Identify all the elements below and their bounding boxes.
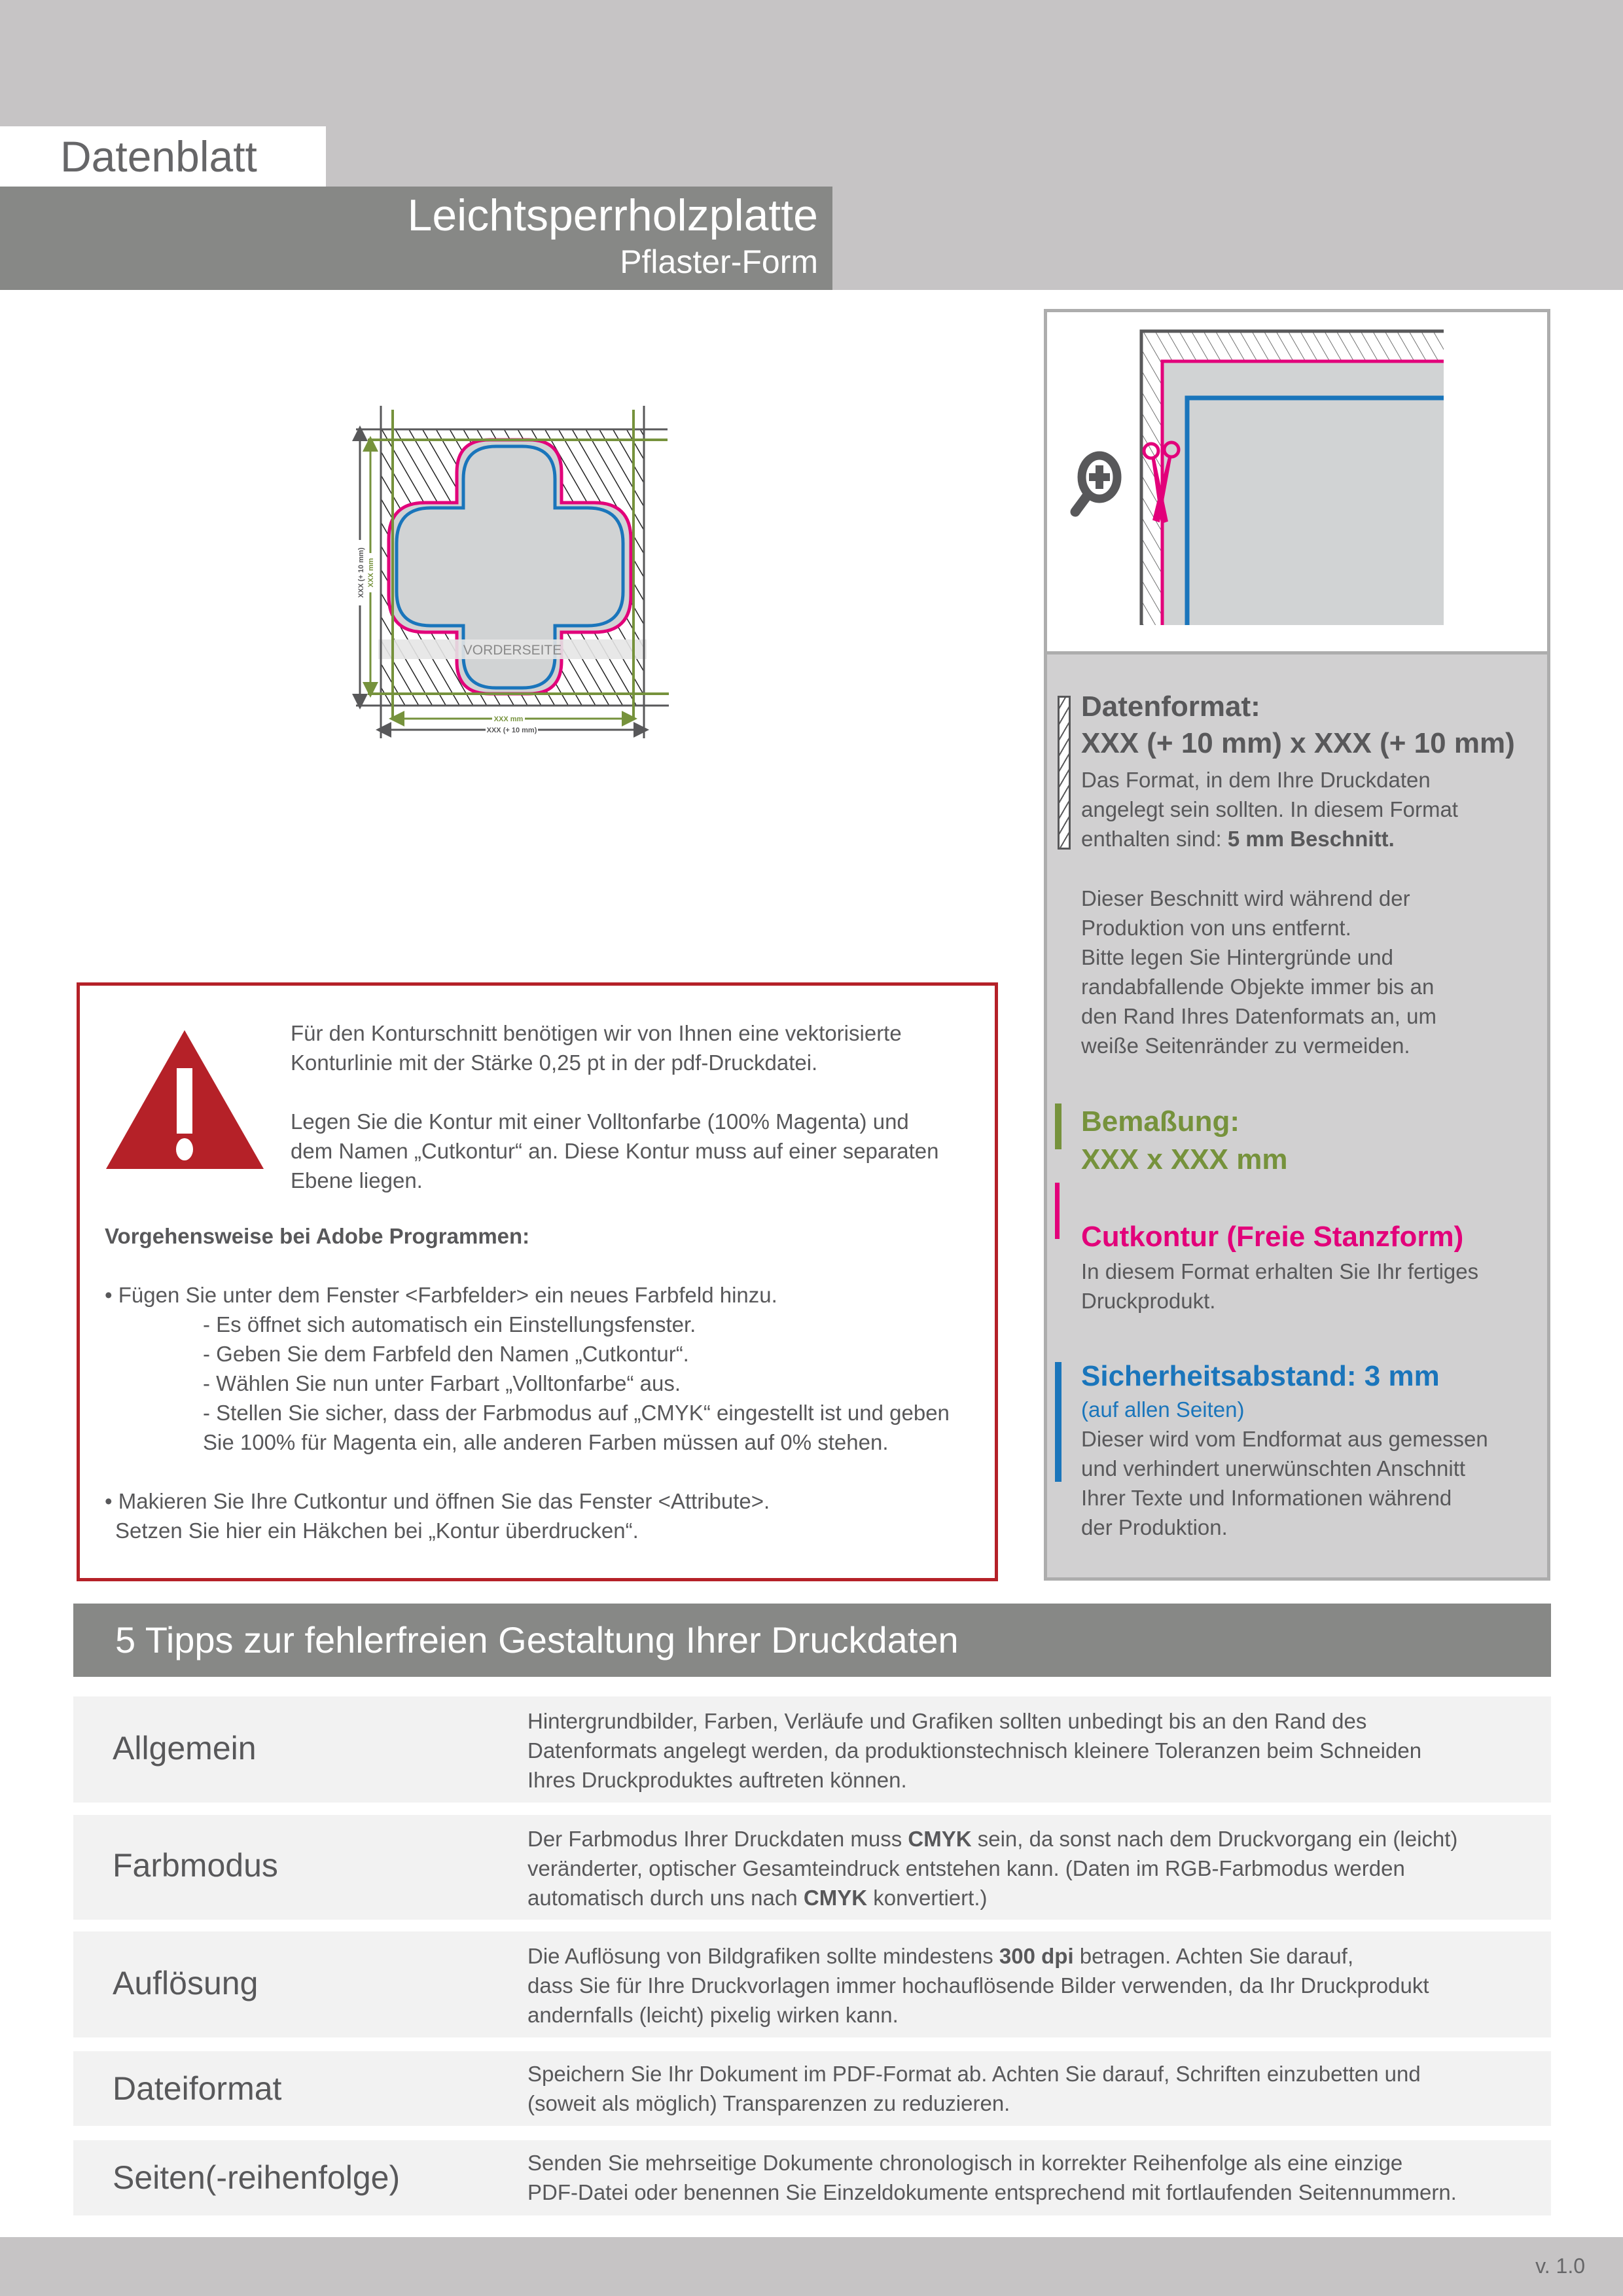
product-subtitle: Pflaster-Form <box>620 243 818 280</box>
warning-para2-line: dem Namen „Cutkontur“ an. Diese Kontur muss auf einer separaten <box>291 1139 939 1163</box>
safety-line: und verhindert unerwünschten Anschnitt <box>1081 1456 1466 1480</box>
bemassung-value: XXX x XXX mm <box>1081 1143 1288 1175</box>
safety-line: Dieser wird vom Endformat aus gemessen <box>1081 1427 1488 1451</box>
shape-diagram <box>340 406 798 838</box>
tip-text-part: konvertiert.) <box>867 1886 988 1910</box>
bemassung-bar <box>1055 1103 1061 1149</box>
beschnitt-line: weiße Seitenränder zu vermeiden. <box>1081 1033 1410 1058</box>
beschnitt-line: Dieser Beschnitt wird während der <box>1081 886 1410 910</box>
tip-row-dateiformat <box>73 2051 1551 2126</box>
warning-para2-line: Legen Sie die Kontur mit einer Volltonfarbe (100% Magenta) und <box>291 1109 909 1134</box>
tip-row-aufloesung <box>73 1931 1551 2037</box>
tip-line: Speichern Sie Ihr Dokument im PDF-Format ab. Achten Sie darauf, Schriften einzubetten und <box>527 2062 1421 2086</box>
datenformat-line: angelegt sein sollten. In diesem Format <box>1081 797 1458 821</box>
bleed-value: 5 mm Beschnitt. <box>1227 827 1395 851</box>
datenformat-line-3 <box>1081 824 1395 853</box>
warning-triangle-icon <box>105 1028 265 1172</box>
tip-line: Senden Sie mehrseitige Dokumente chronologisch in korrekter Reihenfolge als eine einzige <box>527 2151 1403 2175</box>
procedure-substep: - Es öffnet sich automatisch ein Einstellungsfenster. <box>203 1312 696 1336</box>
cutkontur-bar <box>1055 1183 1060 1239</box>
tip-line: Ihres Druckproduktes auftreten können. <box>527 1768 907 1792</box>
tip-line <box>527 1824 1457 1854</box>
tip-line <box>527 1941 1353 1971</box>
procedure-step-2: • Makieren Sie Ihre Cutkontur und öffnen Sie das Fenster <Attribute>. <box>105 1489 770 1513</box>
cutkontur-line: In diesem Format erhalten Sie Ihr fertiges <box>1081 1259 1479 1283</box>
tip-row-farbmodus <box>73 1815 1551 1920</box>
beschnitt-line: randabfallende Objekte immer bis an <box>1081 975 1435 999</box>
tip-line: veränderter, optischer Gesamteindruck entstehen kann. (Daten im RGB-Farbmodus werden <box>527 1856 1405 1880</box>
tip-label: Allgemein <box>113 1730 257 1767</box>
datenformat-size: XXX (+ 10 mm) x XXX (+ 10 mm) <box>1081 727 1515 759</box>
beschnitt-line: den Rand Ihres Datenformats an, um <box>1081 1004 1436 1028</box>
width-outer-label: XXX (+ 10 mm) <box>486 726 537 734</box>
product-title: Leichtsperrholzplatte <box>407 190 818 240</box>
cutkontur-line: Druckprodukt. <box>1081 1289 1216 1313</box>
procedure-step-2-cont: Setzen Sie hier ein Häkchen bei „Kontur überdrucken“. <box>115 1518 639 1543</box>
procedure-substep: Sie 100% für Magenta ein, alle anderen Farben müssen auf 0% stehen. <box>203 1430 889 1454</box>
tip-text-bold: CMYK <box>803 1886 868 1910</box>
procedure-substep: - Geben Sie dem Farbfeld den Namen „Cutkontur“. <box>203 1342 689 1366</box>
tip-label: Seiten(-reihenfolge) <box>113 2159 401 2196</box>
cutkontur-title: Cutkontur (Freie Stanzform) <box>1081 1221 1464 1253</box>
procedure-step-1: • Fügen Sie unter dem Fenster <Farbfelder> ein neues Farbfeld hinzu. <box>105 1283 777 1307</box>
datenformat-line: Das Format, in dem Ihre Druckdaten <box>1081 768 1431 792</box>
bemassung-title: Bemaßung: <box>1081 1105 1240 1138</box>
safety-subtitle: (auf allen Seiten) <box>1081 1397 1245 1422</box>
tip-label: Dateiformat <box>113 2070 282 2107</box>
beschnitt-line: Bitte legen Sie Hintergründe und <box>1081 945 1393 969</box>
tip-line: andernfalls (leicht) pixelig wirken kann. <box>527 2003 899 2027</box>
warning-para1-line: Konturlinie mit der Stärke 0,25 pt in der pdf-Druckdatei. <box>291 1050 818 1075</box>
tip-text-part: automatisch durch uns nach <box>527 1886 804 1910</box>
width-inner-label: XXX mm <box>493 715 524 723</box>
height-inner-label: XXX mm <box>367 558 375 588</box>
zoom-detail-panel <box>1044 309 1550 655</box>
tip-text-part: betragen. Achten Sie darauf, <box>1073 1944 1354 1968</box>
procedure-substep: - Stellen Sie sicher, dass der Farbmodus auf „CMYK“ eingestellt ist und geben <box>203 1401 950 1425</box>
version-label: v. 1.0 <box>1535 2254 1585 2278</box>
tip-text-part: Die Auflösung von Bildgrafiken sollte mindestens <box>527 1944 999 1968</box>
zoom-in-icon <box>1075 456 1117 512</box>
tip-line: dass Sie für Ihre Druckvorlagen immer hochauflösende Bilder verwenden, da Ihr Druckprodukt <box>527 1973 1429 1998</box>
warning-para2-line: Ebene liegen. <box>291 1168 423 1193</box>
datenformat-line3-prefix: enthalten sind: <box>1081 827 1228 851</box>
height-outer-label: XXX (+ 10 mm) <box>357 547 365 598</box>
procedure-title: Vorgehensweise bei Adobe Programmen: <box>105 1224 530 1248</box>
tip-text-bold: 300 dpi <box>999 1944 1074 1968</box>
tip-line: (soweit als möglich) Transparenzen zu reduzieren. <box>527 2091 1010 2115</box>
tip-row-seiten <box>73 2140 1551 2215</box>
tip-text-part: Der Farbmodus Ihrer Druckdaten muss <box>527 1827 908 1851</box>
tip-line: Datenformats angelegt werden, da produktionstechnisch kleinere Toleranzen beim Schneiden <box>527 1738 1422 1763</box>
tip-line <box>527 1883 987 1912</box>
tips-title: 5 Tipps zur fehlerfreien Gestaltung Ihrer Druckdaten <box>115 1619 959 1660</box>
tip-text-bold: CMYK <box>908 1827 972 1851</box>
safety-bar <box>1055 1362 1061 1482</box>
zoom-detail-graphic <box>1047 312 1547 655</box>
tip-line: Hintergrundbilder, Farben, Verläufe und Grafiken sollten unbedingt bis an den Rand des <box>527 1709 1367 1733</box>
safety-line: Ihrer Texte und Informationen während <box>1081 1486 1452 1510</box>
datenformat-title: Datenformat: <box>1081 691 1260 723</box>
doc-type-title: Datenblatt <box>60 132 257 181</box>
beschnitt-line: Produktion von uns entfernt. <box>1081 916 1351 940</box>
tip-text-part: sein, da sonst nach dem Druckvorgang ein (leicht) <box>971 1827 1458 1851</box>
front-label: VORDERSEITE <box>463 643 562 658</box>
tip-label: Farbmodus <box>113 1847 278 1884</box>
safety-title: Sicherheitsabstand: 3 mm <box>1081 1360 1440 1392</box>
safety-line: der Produktion. <box>1081 1515 1228 1539</box>
footer-band <box>0 2237 1623 2296</box>
bleed-legend-bar <box>1058 696 1071 850</box>
tip-label: Auflösung <box>113 1965 259 2001</box>
tip-line: PDF-Datei oder benennen Sie Einzeldokumente entsprechend mit fortlaufenden Seitennummern. <box>527 2180 1457 2204</box>
tip-row-allgemein <box>73 1696 1551 1803</box>
warning-para1-line: Für den Konturschnitt benötigen wir von Ihnen eine vektorisierte <box>291 1021 902 1045</box>
procedure-substep: - Wählen Sie nun unter Farbart „Volltonfarbe“ aus. <box>203 1371 681 1395</box>
